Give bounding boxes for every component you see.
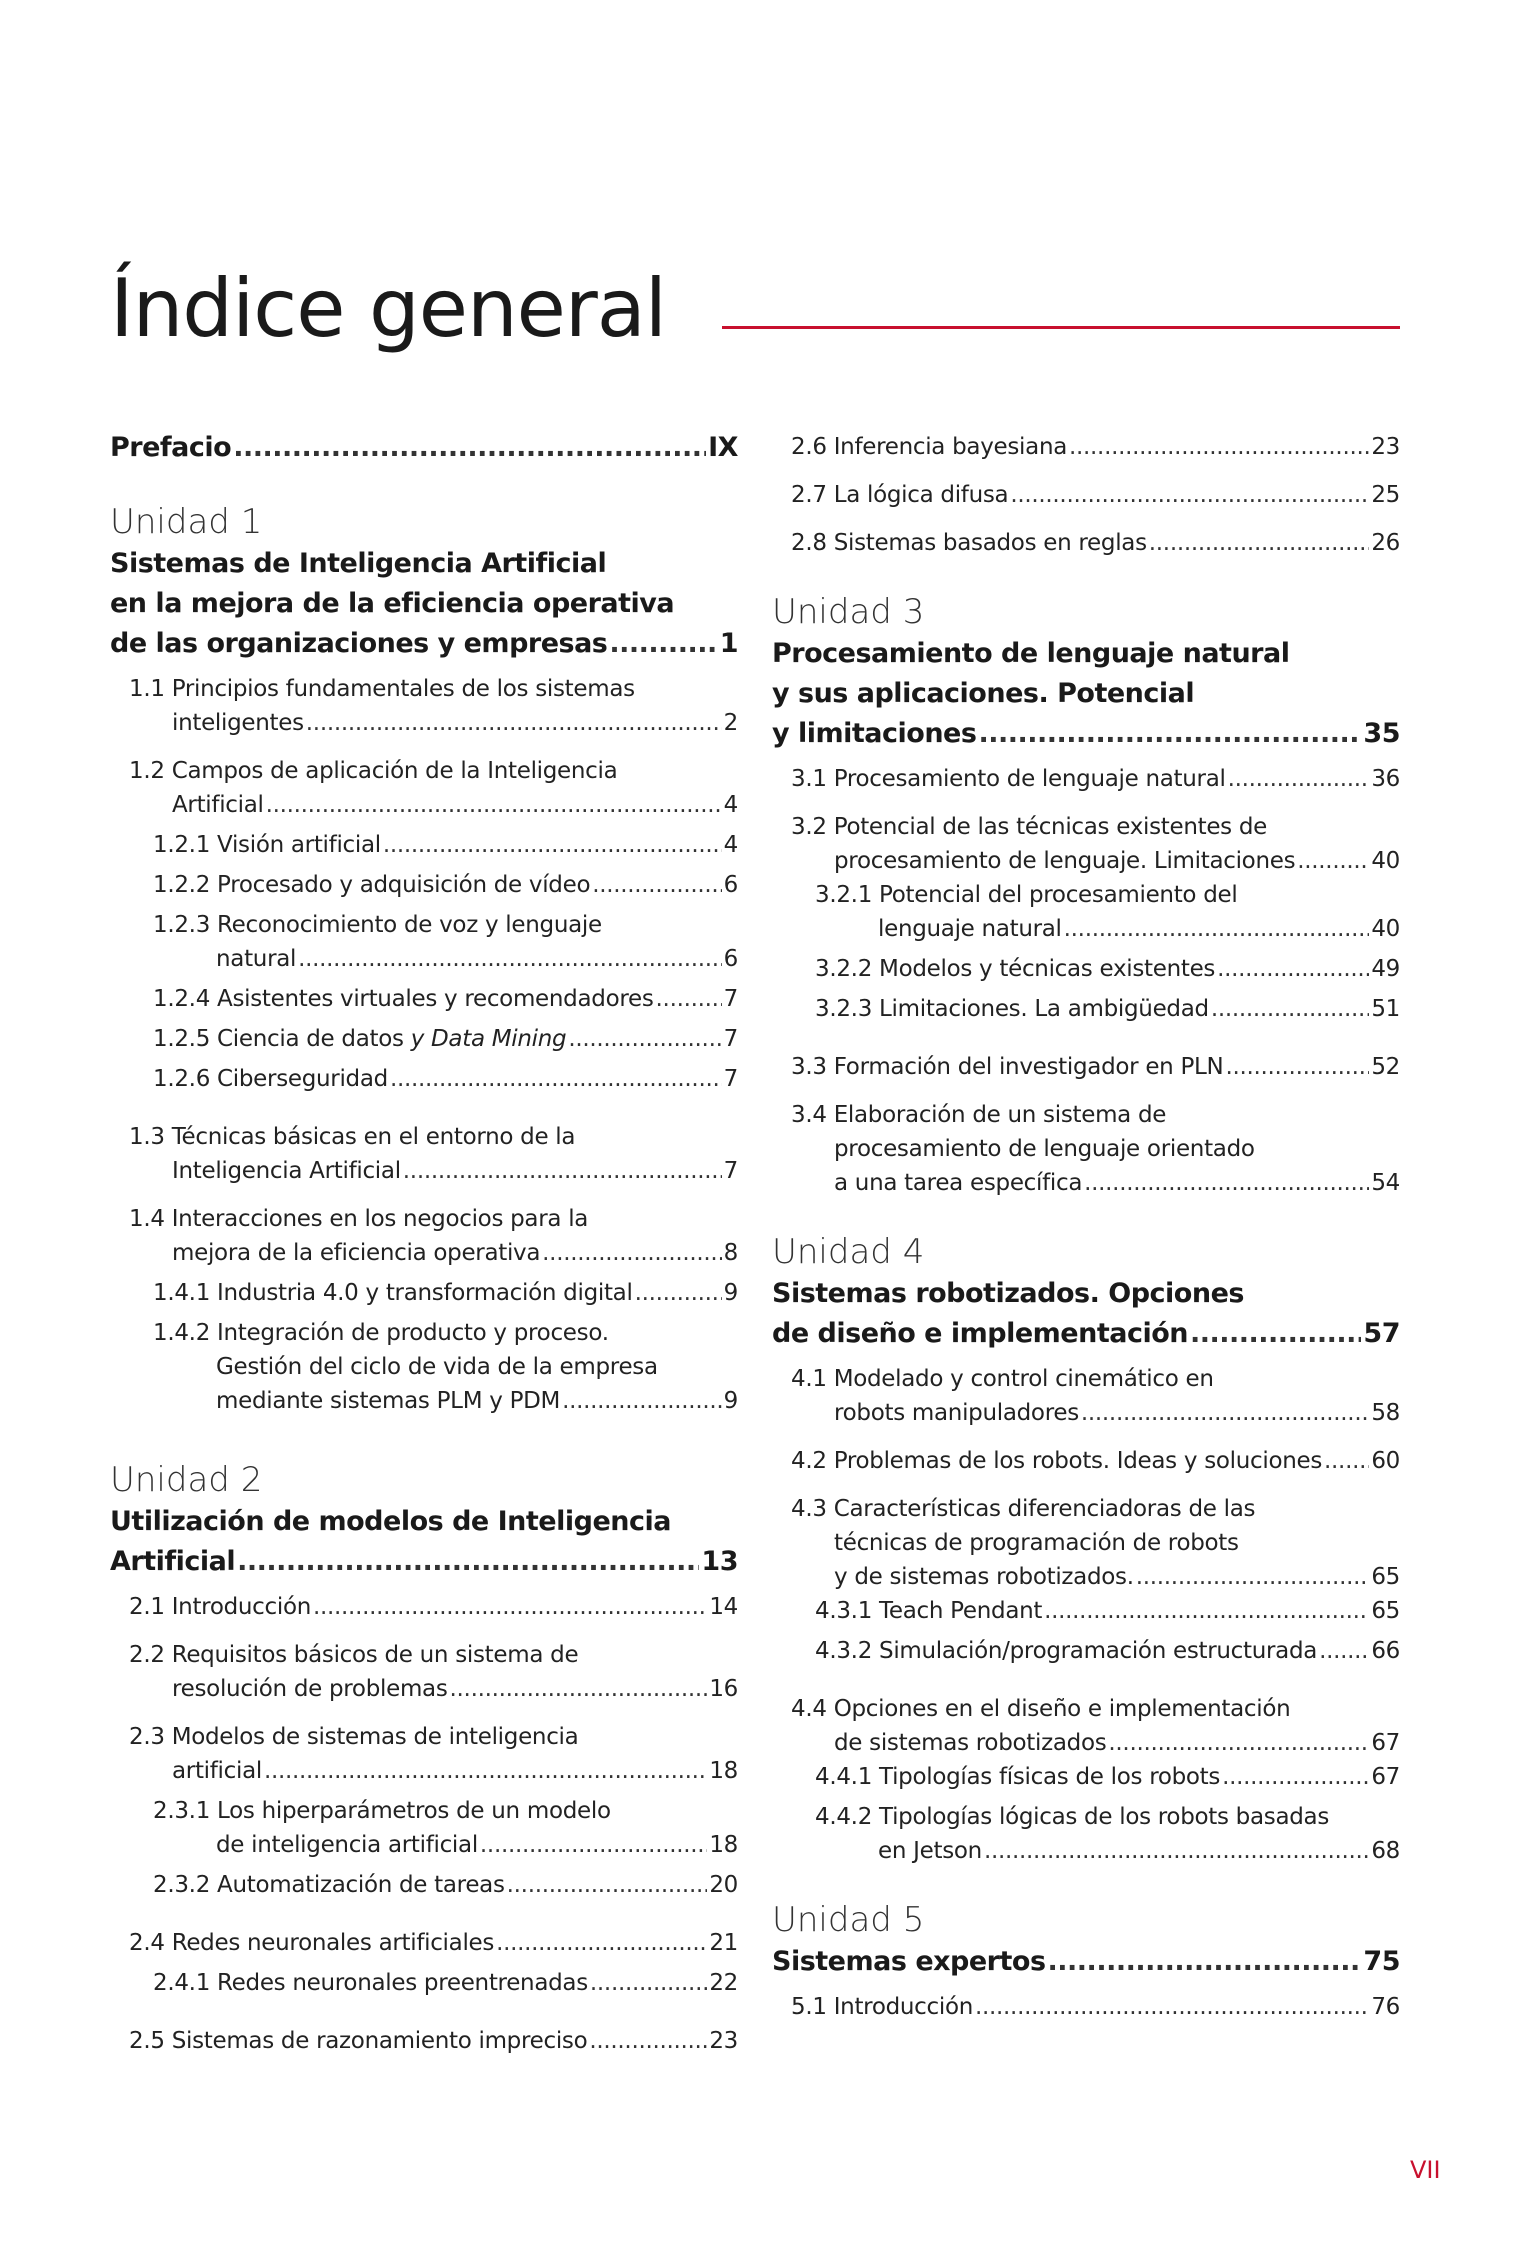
leader-dots: [568, 1022, 721, 1056]
entry-page: 9: [723, 1280, 738, 1306]
entry-label: Artificial: [172, 792, 264, 818]
entry-label: Inteligencia Artificial: [172, 1158, 401, 1184]
entry-label: 2.7 La lógica difusa: [791, 482, 1009, 508]
toc-entry[interactable]: [110, 1868, 738, 1902]
leader-dots: [507, 1868, 708, 1902]
entry-label: de sistemas robotizados: [834, 1730, 1107, 1756]
entry-label: artificial: [172, 1758, 262, 1784]
toc-right-column: [772, 430, 1400, 2024]
toc-entry[interactable]: [772, 430, 1400, 464]
unit-label: Unidad 1: [110, 502, 263, 542]
leader-dots: [1069, 430, 1369, 464]
entry-page: 6: [723, 872, 738, 898]
entry-page: 7: [723, 1066, 738, 1092]
entry-label: mejora de la eficiencia operativa: [172, 1240, 541, 1266]
toc-entry[interactable]: [772, 1990, 1400, 2024]
entry-page: 14: [709, 1594, 738, 1620]
entry-page: 66: [1371, 1638, 1400, 1664]
entry-page: 8: [723, 1240, 738, 1266]
leader-dots: [403, 1154, 722, 1188]
entry-page: 35: [1363, 718, 1400, 749]
entry-label: 3.1 Procesamiento de lenguaje natural: [791, 766, 1226, 792]
leader-dots: [1108, 1726, 1369, 1760]
toc-entry[interactable]: [772, 1050, 1400, 1084]
leader-dots: [1081, 1396, 1369, 1430]
leader-dots: [656, 982, 722, 1016]
leader-dots: [264, 1754, 707, 1788]
leader-dots: [1319, 1634, 1369, 1668]
entry-label: Gestión del ciclo de vida de la empresa: [216, 1354, 658, 1380]
entry-page: 51: [1371, 996, 1400, 1022]
toc-entry[interactable]: [110, 868, 738, 902]
unit-title-line: Procesamiento de lenguaje natural: [772, 638, 1290, 669]
leader-dots: [1228, 762, 1370, 796]
entry-page: 20: [709, 1872, 738, 1898]
toc-entry[interactable]: [110, 1022, 738, 1056]
toc-entry[interactable]: [110, 1754, 738, 1788]
entry-label: resolución de problemas: [172, 1676, 448, 1702]
toc-entry[interactable]: [110, 706, 738, 740]
unit-label: Unidad 5: [772, 1900, 925, 1940]
entry-label: a una tarea específica: [834, 1170, 1083, 1196]
toc-entry[interactable]: [110, 1672, 738, 1706]
entry-label: 1.3 Técnicas básicas en el entorno de la: [129, 1124, 576, 1150]
toc-entry[interactable]: [772, 1726, 1400, 1760]
entry-page: 18: [709, 1758, 738, 1784]
entry-label: 2.3 Modelos de sistemas de inteligencia: [129, 1724, 579, 1750]
entry-label: robots manipuladores: [834, 1400, 1079, 1426]
toc-entry[interactable]: [772, 526, 1400, 560]
toc-entry[interactable]: [110, 1236, 738, 1270]
entry-label-part: 1.2.5 Ciencia de datos: [153, 1026, 411, 1052]
toc-entry[interactable]: [110, 1276, 738, 1310]
toc-entry[interactable]: [110, 942, 738, 976]
unit-label: Unidad 3: [772, 592, 925, 632]
entry-label: 1.2.1 Visión artificial: [153, 832, 381, 858]
toc-entry[interactable]: [110, 2024, 738, 2058]
entry-label: procesamiento de lenguaje orientado: [834, 1136, 1255, 1162]
leader-dots: [635, 1276, 722, 1310]
toc-entry[interactable]: [110, 1154, 738, 1188]
leader-dots: [1044, 1594, 1369, 1628]
entry-page: 36: [1371, 766, 1400, 792]
leader-dots: [496, 1926, 707, 1960]
leader-dots: [1136, 1560, 1370, 1594]
toc-entry[interactable]: [772, 1444, 1400, 1478]
entry-page: 26: [1371, 530, 1400, 556]
toc-entry[interactable]: [110, 1062, 738, 1096]
entry-label: 4.3 Características diferenciadoras de las: [791, 1496, 1256, 1522]
entry-label: 1.4 Interacciones en los negocios para la: [129, 1206, 589, 1232]
toc-entry[interactable]: [772, 1634, 1400, 1668]
leader-dots: [390, 1062, 722, 1096]
toc-entry[interactable]: [772, 1760, 1400, 1794]
toc-entry-unit-2[interactable]: [110, 1542, 738, 1582]
entry-label: 2.1 Introducción: [129, 1594, 311, 1620]
entry-page: 40: [1371, 848, 1400, 874]
entry-page: 52: [1371, 1054, 1400, 1080]
entry-page: 60: [1371, 1448, 1400, 1474]
page-title: Índice general: [110, 262, 666, 355]
entry-page: 75: [1363, 1946, 1400, 1977]
entry-label: y limitaciones: [772, 718, 977, 749]
entry-label: 3.2.2 Modelos y técnicas existentes: [815, 956, 1216, 982]
entry-page: 4: [723, 792, 738, 818]
entry-label: 3.2 Potencial de las técnicas existentes de: [791, 814, 1268, 840]
entry-label: 4.3.1 Teach Pendant: [815, 1598, 1043, 1624]
entry-label: 3.2.1 Potencial del procesamiento del: [815, 882, 1238, 908]
entry-label: 2.8 Sistemas basados en reglas: [791, 530, 1147, 556]
leader-dots: [1222, 1760, 1369, 1794]
entry-label: 1.2 Campos de aplicación de la Inteligencia: [129, 758, 618, 784]
entry-page: 67: [1371, 1730, 1400, 1756]
entry-label: de las organizaciones y empresas: [110, 628, 608, 659]
toc-entry[interactable]: [772, 1560, 1400, 1594]
entry-label: 1.2.6 Ciberseguridad: [153, 1066, 388, 1092]
entry-label: procesamiento de lenguaje. Limitaciones: [834, 848, 1296, 874]
entry-label: Sistemas expertos: [772, 1946, 1046, 1977]
entry-label-italic: y Data Mining: [410, 1026, 567, 1052]
toc-entry[interactable]: [772, 478, 1400, 512]
leader-dots: [1217, 952, 1369, 986]
leader-dots: [1324, 1444, 1369, 1478]
entry-label: 3.3 Formación del investigador en PLN: [791, 1054, 1224, 1080]
toc-entry[interactable]: [772, 912, 1400, 946]
entry-label: de inteligencia artificial: [216, 1832, 478, 1858]
toc-entry[interactable]: [110, 788, 738, 822]
toc-entry[interactable]: [110, 1590, 738, 1624]
entry-label: Artificial: [110, 1546, 236, 1577]
leader-dots: [1297, 844, 1369, 878]
leader-dots: [480, 1828, 707, 1862]
leader-dots: [1225, 1050, 1369, 1084]
toc-entry-unit-5[interactable]: [772, 1942, 1400, 1982]
entry-label: en Jetson: [878, 1838, 982, 1864]
toc-entry-prefacio[interactable]: [110, 428, 738, 468]
entry-label: 2.4.1 Redes neuronales preentrenadas: [153, 1970, 588, 1996]
unit-title-line: en la mejora de la eficiencia operativa: [110, 588, 675, 619]
leader-dots: [298, 942, 722, 976]
entry-label: mediante sistemas PLM y PDM: [216, 1388, 561, 1414]
entry-label: 4.1 Modelado y control cinemático en: [791, 1366, 1214, 1392]
leader-dots: [306, 706, 722, 740]
entry-page: 65: [1371, 1564, 1400, 1590]
entry-label: 2.3.1 Los hiperparámetros de un modelo: [153, 1798, 611, 1824]
entry-label: 1.2.2 Procesado y adquisición de vídeo: [153, 872, 591, 898]
entry-label: Prefacio: [110, 432, 232, 463]
entry-label: 4.3.2 Simulación/programación estructurada: [815, 1638, 1318, 1664]
entry-page: 23: [1371, 434, 1400, 460]
entry-label: 2.3.2 Automatización de tareas: [153, 1872, 505, 1898]
entry-page: 67: [1371, 1764, 1400, 1790]
toc-entry[interactable]: [772, 844, 1400, 878]
entry-label: 1.4.2 Integración de producto y proceso.: [153, 1320, 609, 1346]
toc-entry[interactable]: [772, 1396, 1400, 1430]
toc-entry[interactable]: [110, 1966, 738, 2000]
entry-label: 2.5 Sistemas de razonamiento impreciso: [129, 2028, 588, 2054]
entry-page: 7: [723, 1026, 738, 1052]
entry-page: IX: [708, 432, 738, 463]
leader-dots: [1010, 478, 1369, 512]
entry-label: 4.4.1 Tipologías físicas de los robots: [815, 1764, 1221, 1790]
unit-label: Unidad 2: [110, 1460, 263, 1500]
unit-title-line: y sus aplicaciones. Potencial: [772, 678, 1195, 709]
leader-dots: [975, 1990, 1369, 2024]
toc-entry[interactable]: [110, 1926, 738, 1960]
entry-label: inteligentes: [172, 710, 304, 736]
unit-title-line: Sistemas de Inteligencia Artificial: [110, 548, 607, 579]
entry-page: 4: [723, 832, 738, 858]
unit-label: Unidad 4: [772, 1232, 925, 1272]
entry-page: 7: [723, 1158, 738, 1184]
entry-label: natural: [216, 946, 297, 972]
entry-page: 76: [1371, 1994, 1400, 2020]
entry-page: 68: [1371, 1838, 1400, 1864]
leader-dots: [266, 788, 722, 822]
entry-label: 4.4.2 Tipologías lógicas de los robots basadas: [815, 1804, 1330, 1830]
entry-label: 5.1 Introducción: [791, 1994, 973, 2020]
entry-page: 6: [723, 946, 738, 972]
entry-page: 40: [1371, 916, 1400, 942]
entry-label: [153, 1022, 566, 1056]
toc-entry[interactable]: [772, 952, 1400, 986]
entry-page: 25: [1371, 482, 1400, 508]
entry-label: 2.4 Redes neuronales artificiales: [129, 1930, 495, 1956]
toc-left-column: [110, 428, 738, 2058]
entry-label: 1.1 Principios fundamentales de los sistemas: [129, 676, 635, 702]
toc-entry[interactable]: [110, 1828, 738, 1862]
leader-dots: [1149, 526, 1370, 560]
leader-dots: [313, 1590, 707, 1624]
entry-page: 9: [723, 1388, 738, 1414]
leader-dots: [592, 868, 721, 902]
entry-page: 21: [709, 1930, 738, 1956]
entry-page: 54: [1371, 1170, 1400, 1196]
entry-page: 18: [709, 1832, 738, 1858]
leader-dots: [1048, 1942, 1362, 1982]
toc-entry[interactable]: [772, 992, 1400, 1026]
toc-entry[interactable]: [110, 982, 738, 1016]
leader-dots: [542, 1236, 721, 1270]
entry-label: 1.2.4 Asistentes virtuales y recomendadores: [153, 986, 654, 1012]
leader-dots: [978, 714, 1361, 754]
leader-dots: [589, 2024, 707, 2058]
toc-entry[interactable]: [772, 762, 1400, 796]
entry-label: lenguaje natural: [878, 916, 1062, 942]
toc-entry-unit-1[interactable]: [110, 624, 738, 664]
entry-label: técnicas de programación de robots: [834, 1530, 1239, 1556]
entry-label: y de sistemas robotizados.: [834, 1564, 1134, 1590]
entry-label: 3.2.3 Limitaciones. La ambigüedad: [815, 996, 1209, 1022]
entry-page: 58: [1371, 1400, 1400, 1426]
leader-dots: [590, 1966, 707, 2000]
entry-page: 7: [723, 986, 738, 1012]
entry-page: 65: [1371, 1598, 1400, 1624]
leader-dots: [237, 1542, 699, 1582]
unit-title-line: Utilización de modelos de Inteligencia: [110, 1506, 671, 1537]
entry-page: 16: [709, 1676, 738, 1702]
page-number: VII: [1410, 2156, 1441, 2184]
toc-entry[interactable]: [772, 1594, 1400, 1628]
entry-label: de diseño e implementación: [772, 1318, 1188, 1349]
toc-entry[interactable]: [772, 1834, 1400, 1868]
toc-entry[interactable]: [110, 1384, 738, 1418]
entry-label: 4.4 Opciones en el diseño e implementación: [791, 1696, 1291, 1722]
entry-page: 22: [709, 1970, 738, 1996]
entry-page: 49: [1371, 956, 1400, 982]
leader-dots: [1190, 1314, 1361, 1354]
entry-label: 1.4.1 Industria 4.0 y transformación digital: [153, 1280, 633, 1306]
entry-page: 23: [709, 2028, 738, 2054]
toc-entry-unit-3[interactable]: [772, 714, 1400, 754]
entry-label: 4.2 Problemas de los robots. Ideas y soluciones: [791, 1448, 1323, 1474]
title-rule: [722, 326, 1400, 329]
leader-dots: [1084, 1166, 1369, 1200]
leader-dots: [1064, 912, 1370, 946]
entry-page: 57: [1363, 1318, 1400, 1349]
entry-label: 2.2 Requisitos básicos de un sistema de: [129, 1642, 579, 1668]
leader-dots: [984, 1834, 1369, 1868]
title-row: [110, 262, 1400, 372]
leader-dots: [1211, 992, 1370, 1026]
entry-label: 3.4 Elaboración de un sistema de: [791, 1102, 1167, 1128]
entry-page: 13: [701, 1546, 738, 1577]
unit-title-line: Sistemas robotizados. Opciones: [772, 1278, 1244, 1309]
leader-dots: [383, 828, 722, 862]
entry-label: 2.6 Inferencia bayesiana: [791, 434, 1068, 460]
leader-dots: [562, 1384, 722, 1418]
entry-page: 1: [719, 628, 738, 659]
entry-label: 1.2.3 Reconocimiento de voz y lenguaje: [153, 912, 602, 938]
entry-page: 2: [723, 710, 738, 736]
toc-entry[interactable]: [772, 1166, 1400, 1200]
leader-dots: [233, 428, 706, 468]
toc-entry-unit-4[interactable]: [772, 1314, 1400, 1354]
leader-dots: [609, 624, 717, 664]
toc-entry[interactable]: [110, 828, 738, 862]
leader-dots: [450, 1672, 708, 1706]
